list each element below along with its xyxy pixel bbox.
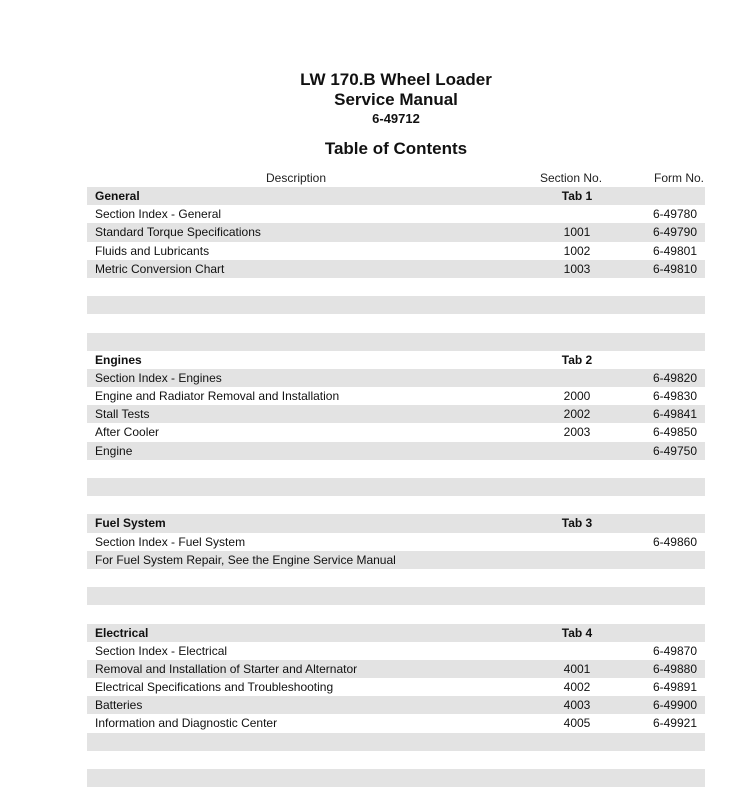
row-section-number: 2002 [563, 407, 591, 422]
row-section-number: 2003 [563, 425, 591, 440]
table-row [87, 696, 705, 714]
manual-form-number: 6-49712 [372, 111, 420, 126]
table-row [87, 205, 705, 223]
row-description: Stall Tests [95, 407, 150, 422]
section-heading-row [87, 187, 705, 205]
row-description: Section Index - Engines [95, 370, 222, 385]
row-form-number: 6-49810 [652, 261, 697, 276]
row-form-number: 6-49891 [652, 680, 697, 695]
row-description: Electrical [95, 625, 149, 640]
column-header-section: Section No. [540, 171, 603, 185]
row-description: Standard Torque Specifications [95, 225, 261, 240]
row-description: Engine [95, 443, 133, 458]
section-heading-row [87, 624, 705, 642]
row-form-number: 6-49870 [652, 643, 697, 658]
row-section-number: 2000 [563, 389, 591, 404]
row-description: Engines [95, 352, 142, 367]
section-heading-row [87, 514, 705, 532]
row-form-number: 6-49921 [652, 716, 697, 731]
table-row [87, 242, 705, 260]
row-description: Electrical Specifications and Troubleshooting [95, 680, 334, 695]
row-description: Removal and Installation of Starter and Alternator [95, 661, 358, 676]
row-form-number: 6-49780 [652, 207, 697, 222]
section-heading-row [87, 351, 705, 369]
row-description: Section Index - General [95, 207, 222, 222]
row-section-number: 4005 [563, 716, 591, 731]
blank-row [87, 605, 705, 623]
row-form-number: 6-49880 [652, 661, 697, 676]
blank-row [87, 587, 705, 605]
row-description: Batteries [95, 698, 143, 713]
blank-row [87, 296, 705, 314]
toc-heading: Table of Contents [324, 139, 468, 158]
column-header-description: Description [266, 171, 327, 185]
row-description: Engine and Radiator Removal and Installation [95, 389, 340, 404]
row-description: Fuel System [95, 516, 166, 531]
row-form-number: 6-49860 [652, 534, 697, 549]
table-row [87, 387, 705, 405]
table-row [87, 442, 705, 460]
row-form-number: 6-49750 [652, 443, 697, 458]
table-row [87, 660, 705, 678]
row-section-number: 1001 [563, 225, 591, 240]
row-form-number: 6-49790 [652, 225, 697, 240]
row-description: After Cooler [95, 425, 160, 440]
table-row [87, 405, 705, 423]
row-form-number: 6-49900 [652, 698, 697, 713]
row-description: Information and Diagnostic Center [95, 716, 278, 731]
row-form-number: 6-49820 [652, 370, 697, 385]
blank-row [87, 460, 705, 478]
blank-row [87, 569, 705, 587]
row-section-number: Tab 1 [561, 189, 593, 203]
row-section-number: 4003 [563, 698, 591, 713]
blank-row [87, 314, 705, 332]
table-row [87, 551, 705, 569]
column-header-form: Form No. [654, 171, 705, 185]
row-description: Section Index - Fuel System [95, 534, 246, 549]
blank-row [87, 751, 705, 769]
table-row [87, 714, 705, 732]
table-row [87, 223, 705, 241]
row-description: Fluids and Lubricants [95, 243, 210, 258]
table-row [87, 260, 705, 278]
blank-row [87, 278, 705, 296]
row-form-number: 6-49850 [652, 425, 697, 440]
table-row [87, 423, 705, 441]
row-description: For Fuel System Repair, See the Engine Service Manual [95, 552, 396, 567]
row-section-number: Tab 2 [561, 352, 593, 367]
row-form-number: 6-49830 [652, 389, 697, 404]
row-description: Metric Conversion Chart [95, 261, 225, 276]
row-description: General [95, 189, 140, 203]
table-row [87, 369, 705, 387]
blank-row [87, 769, 705, 787]
row-form-number: 6-49841 [652, 407, 697, 422]
blank-row [87, 333, 705, 351]
blank-row [87, 496, 705, 514]
table-row [87, 533, 705, 551]
manual-title: LW 170.B Wheel Loader [300, 70, 492, 89]
row-section-number: Tab 3 [561, 516, 593, 531]
row-section-number: 4002 [563, 680, 591, 695]
blank-row [87, 733, 705, 751]
row-section-number: 4001 [563, 661, 591, 676]
table-row [87, 678, 705, 696]
blank-row [87, 478, 705, 496]
manual-subtitle: Service Manual [334, 90, 458, 109]
row-section-number: 1003 [563, 261, 591, 276]
row-section-number: 1002 [563, 243, 591, 258]
table-row [87, 642, 705, 660]
toc-table [87, 187, 705, 787]
row-form-number: 6-49801 [652, 243, 697, 258]
row-section-number: Tab 4 [561, 625, 593, 640]
row-description: Section Index - Electrical [95, 643, 228, 658]
